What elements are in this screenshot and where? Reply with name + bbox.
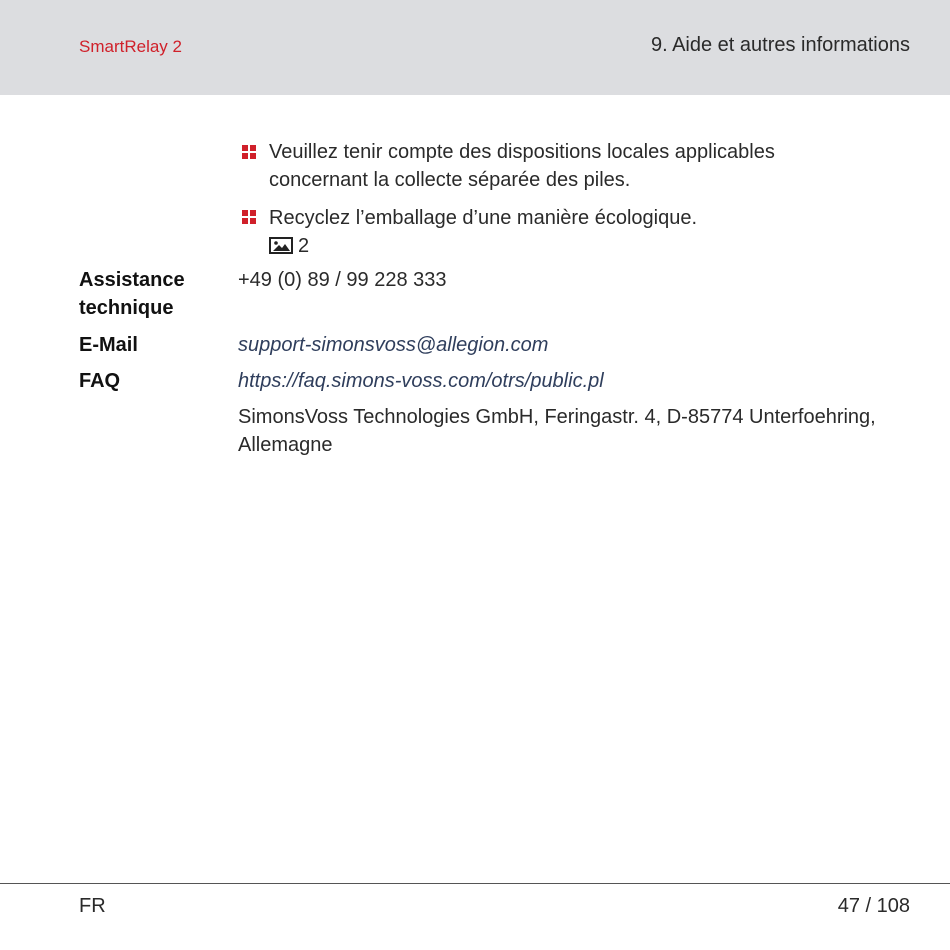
bullet-text-2: Recyclez l’emballage d’une manière écologique. — [269, 207, 698, 229]
bullet-icon — [242, 145, 256, 159]
email-link[interactable]: support-simonsvoss@allegion.com — [238, 334, 549, 356]
image-reference-icon[interactable] — [269, 237, 293, 254]
assistance-label-line1: Assistance — [79, 269, 185, 291]
product-name: SmartRelay 2 — [79, 37, 182, 56]
bullet-text-1-line1: Veuillez tenir compte des dispositions locales applicables — [269, 141, 775, 163]
faq-label: FAQ — [79, 370, 121, 392]
bullet-icon — [242, 210, 256, 224]
image-reference-number[interactable]: 2 — [298, 235, 310, 257]
address-line2: Allemagne — [238, 434, 333, 456]
chapter-title: 9. Aide et autres informations — [650, 34, 910, 56]
email-label: E-Mail — [79, 334, 138, 356]
assistance-label-line2: technique — [79, 297, 174, 319]
phone-number: +49 (0) 89 / 99 228 333 — [238, 269, 447, 291]
footer-divider — [0, 883, 950, 884]
bullet-text-1-line2: concernant la collecte séparée des piles. — [269, 169, 631, 191]
page-header — [0, 0, 950, 95]
address-line1: SimonsVoss Technologies GmbH, Feringastr. 4, D-85774 Unterfoehring, — [238, 406, 876, 428]
language-code: FR — [79, 895, 106, 917]
faq-link[interactable]: https://faq.simons-voss.com/otrs/public.pl — [238, 370, 604, 392]
page-number: 47 / 108 — [837, 895, 910, 917]
